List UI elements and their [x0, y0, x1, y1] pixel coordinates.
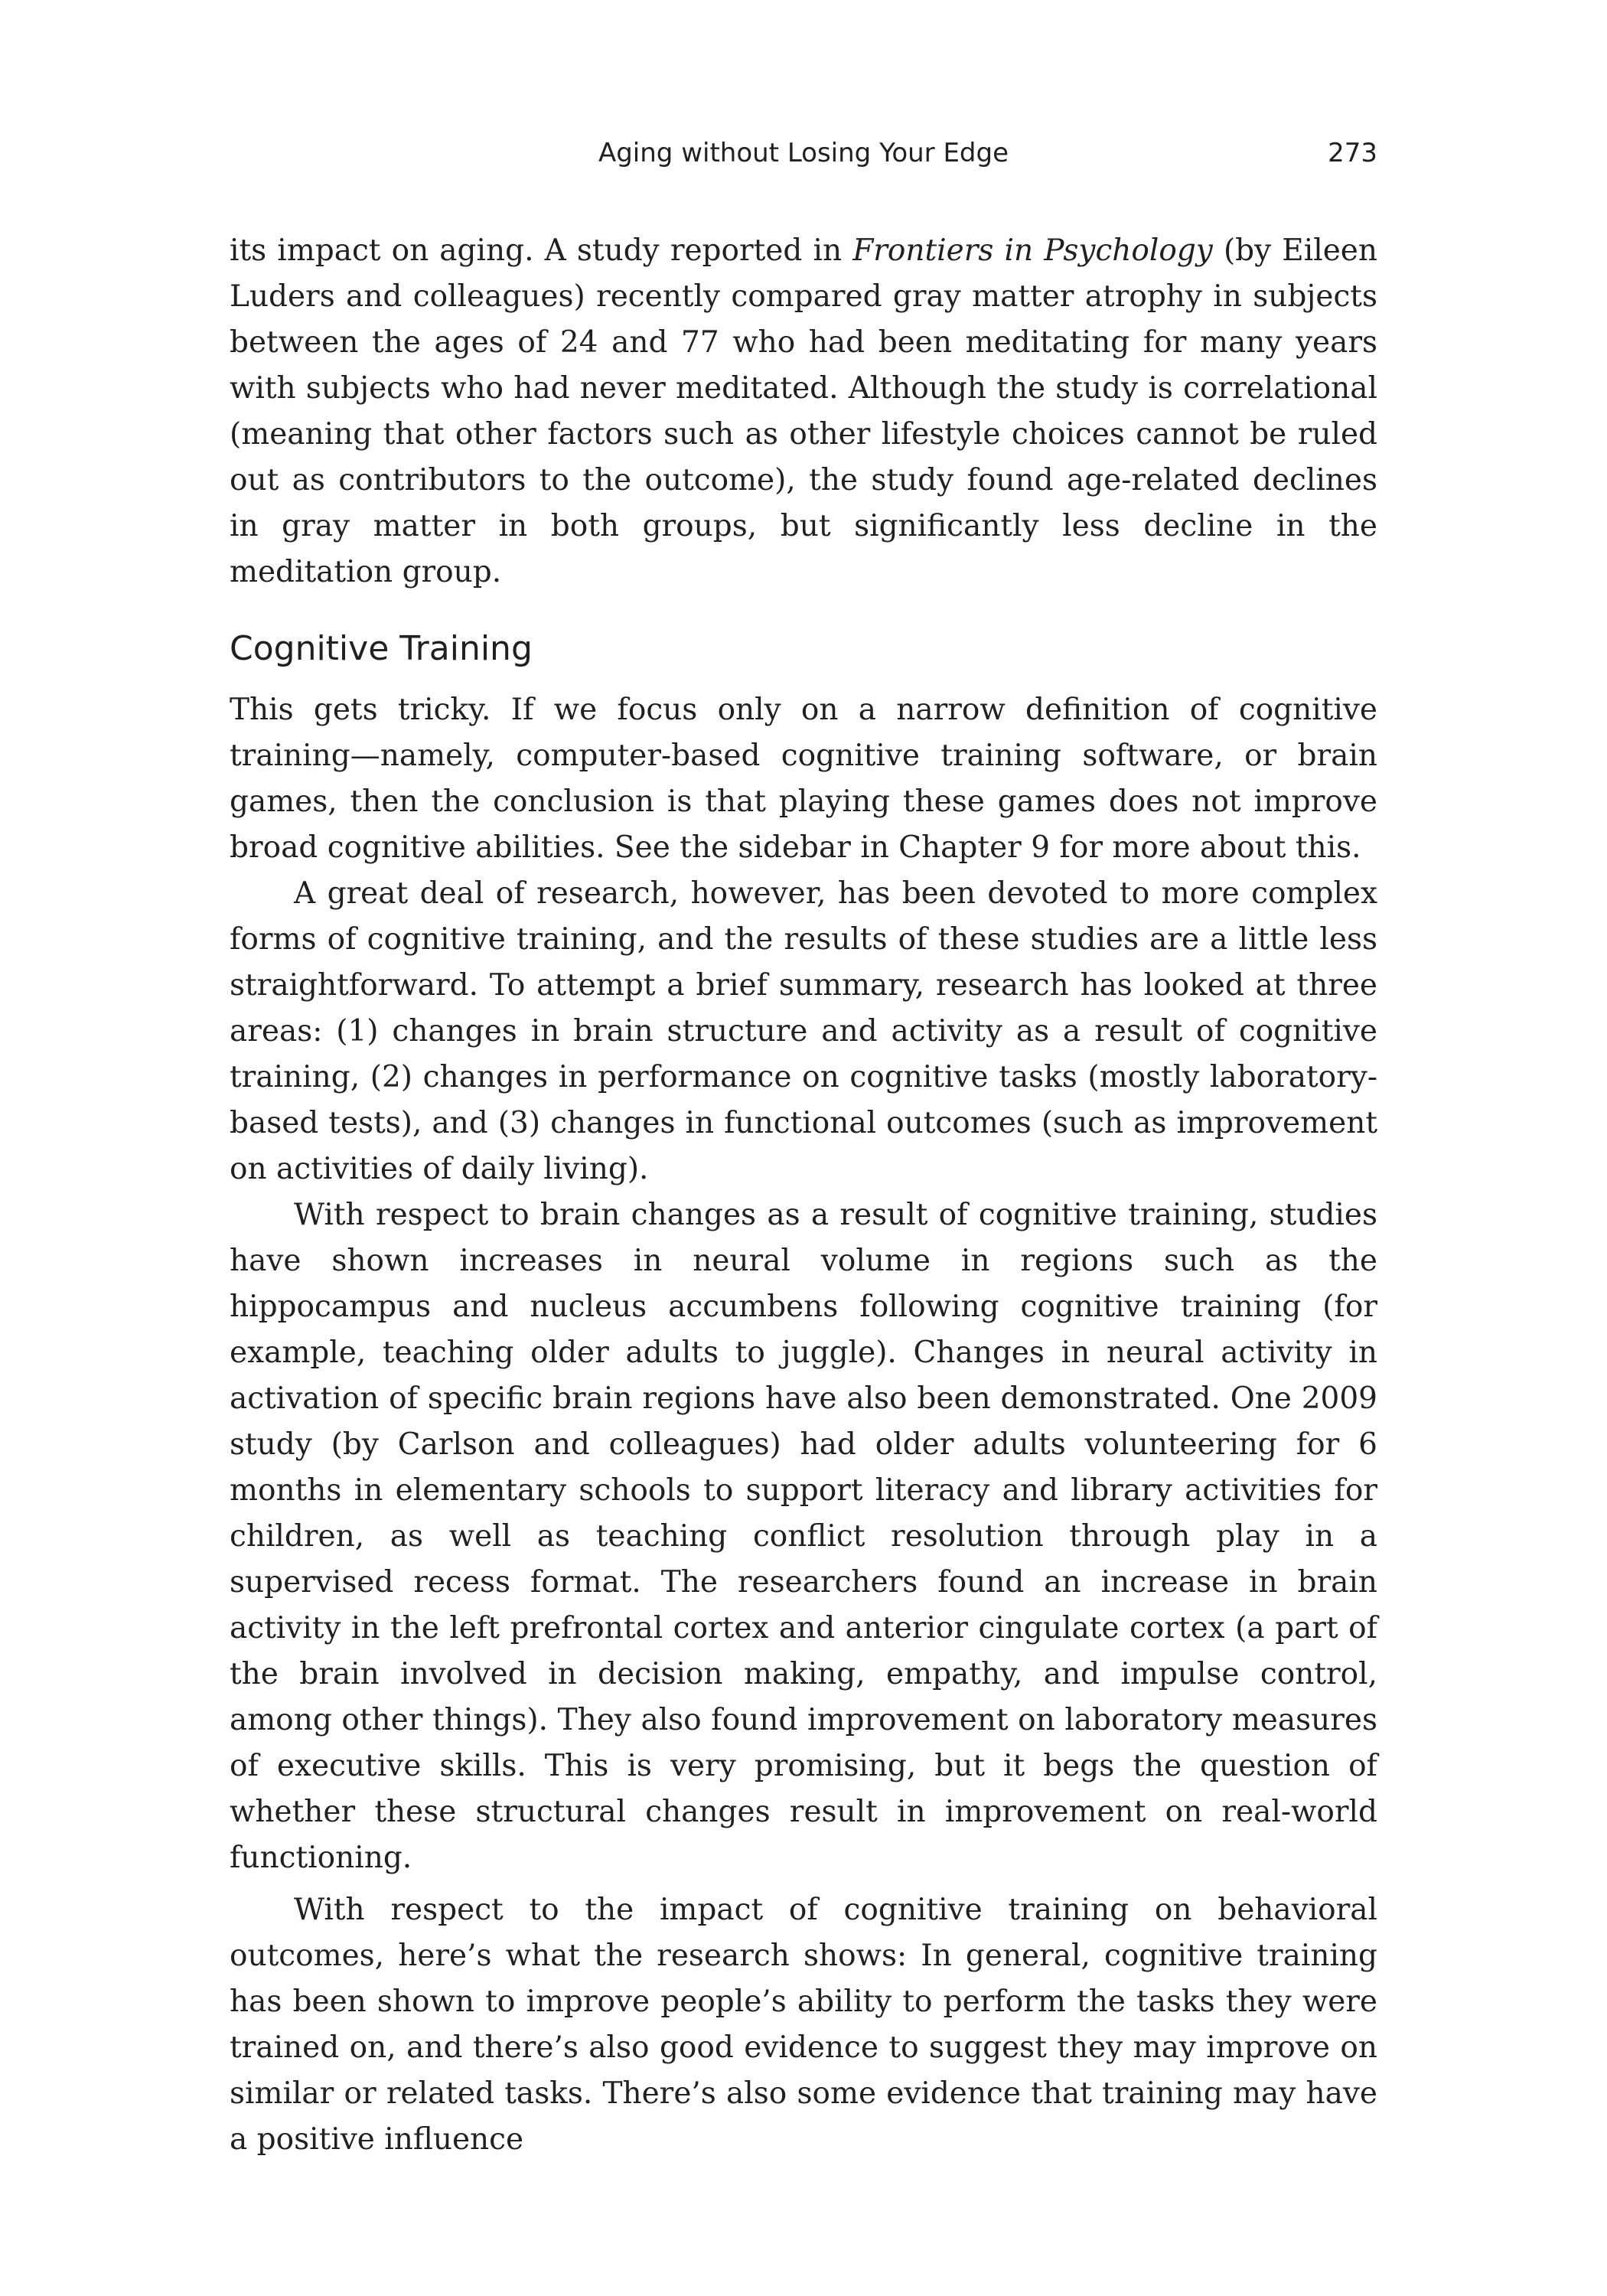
- journal-title: Frontiers in Psychology: [852, 233, 1213, 268]
- section-paragraph-4: With respect to the impact of cognitive training on behavioral outcomes, here’s what the research shows: In general, cognitive training has been shown to improve people’s ability to perform the tasks they were trained on, and there’s also good evidence to suggest they may improve on similar or related tasks. There’s also some evidence that training may have a positive influence: [230, 1893, 1377, 2157]
- section-heading: Cognitive Training: [230, 629, 533, 668]
- intro-paragraph: [230, 228, 1377, 595]
- section-paragraph-1: This gets tricky. If we focus only on a narrow definition of cognitive training—namely, computer-based cognitive training software, or brain games, then the conclusion is that playing these games does not improve broad cognitive abilities. See the sidebar in Chapter 9 for more about this.: [230, 693, 1377, 865]
- intro-text-start: its impact on aging. A study reported in: [230, 233, 853, 268]
- page-number: 273: [1328, 138, 1377, 168]
- section-paragraph-2: A great deal of research, however, has been devoted to more complex forms of cognitive training, and the results of these studies are a little less straightforward. To attempt a brief summary, research has looked at three areas: (1) changes in brain structure and activity as a result of cognitive training, (2) changes in performance on cognitive tasks (mostly laboratory-based tests), and (3) changes in functional outcomes (such as improvement on activities of daily living).: [230, 876, 1377, 1186]
- intro-text-end: (by Eileen Luders and colleagues) recently compared gray matter atrophy in subjects between the ages of 24 and 77 who had been meditating for many years with subjects who had never meditated. Although the study is correlational (meaning that other factors such as other lifestyle choices cannot be ruled out as contributors to the outcome), the study found age-related declines in gray matter in both groups, but significantly less decline in the meditation group.: [230, 233, 1377, 589]
- running-head: [230, 130, 1377, 176]
- running-title: Aging without Losing Your Edge: [598, 138, 1009, 168]
- intro-paragraph-block: [230, 228, 1377, 595]
- section-paragraph-3: With respect to brain changes as a result of cognitive training, studies have shown increases in neural volume in regions such as the hippocampus and nucleus accumbens following cognitive training (for example, teaching older adults to juggle). Changes in neural activity in activation of specific brain regions have also been demonstrated. One 2009 study (by Carlson and colleagues) had older adults volunteering for 6 months in elementary schools to support literacy and library activities for children, as well as teaching conflict resolution through play in a supervised recess format. The researchers found an increase in brain activity in the left prefrontal cortex and anterior cingulate cortex (a part of the brain involved in decision making, empathy, and impulse control, among other things). They also found improvement on laboratory measures of executive skills. This is very promising, but it begs the question of whether these structural changes result in improvement on real-world functioning.: [230, 1198, 1377, 1875]
- section-body: [230, 687, 1377, 2163]
